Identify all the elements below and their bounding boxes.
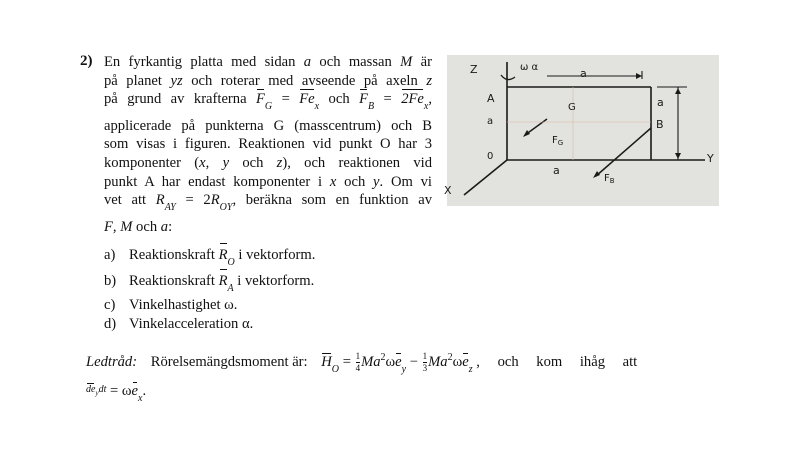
subquestion-a: a) Reaktionskraft $R_O$ i vektorform.	[104, 244, 315, 266]
statement-line-4: applicerade på punkterna G (masscentrum) och B	[104, 117, 432, 134]
label-x-axis: X	[444, 184, 452, 197]
label-origin-o: 0	[487, 151, 494, 162]
label-a-bottom: a	[553, 164, 560, 177]
dim-arrowhead-right-top	[675, 88, 681, 94]
label-force-fb: $F_B$	[604, 173, 615, 185]
x-axis	[464, 160, 507, 195]
statement-line-5: som visas i figuren. Reaktionen vid punkt O har 3	[104, 136, 432, 153]
label-z-axis: Z	[470, 63, 478, 76]
statement-line-9: F, M och a:	[104, 218, 173, 235]
label-a-right: a	[657, 96, 664, 109]
angular-momentum-formula: $H_O$ = $\frac{1}{4}$ $Ma^2\omega e_y$ − $\frac{1}{3}$ $Ma^2\omega e_z$	[321, 351, 473, 375]
statement-line-8: vet att $R_{AY} = 2R_{OY}$, beräkna som en funktion av	[104, 192, 432, 214]
subquestion-b: b) Reaktionskraft $R_A$ i vektorform.	[104, 270, 315, 292]
subquestion-c: c) Vinkelhastighet ω.	[104, 297, 238, 313]
derivative-fraction: $de_ydt$	[86, 384, 107, 398]
label-force-fg: $F_G$	[552, 135, 564, 147]
statement-line-7: punkt A har endast komponenter i x och y. Om vi	[104, 173, 432, 190]
fg-arrowhead	[523, 130, 530, 137]
label-point-g: G	[568, 102, 576, 113]
statement-line-2: på planet yz och roterar med avseende på axeln z	[104, 72, 432, 89]
derivative-formula: $de_ydt = \omega e_x$.	[86, 383, 147, 404]
label-a-top: a	[580, 67, 587, 80]
statement-line-6: komponenter (x, y och z), och reaktionen vid	[104, 154, 433, 171]
plate-figure	[444, 55, 719, 206]
problem-statement	[104, 53, 432, 236]
omega-arc	[501, 75, 515, 80]
hint-lead: Ledtråd:	[86, 354, 138, 370]
dim-arrowhead-top	[636, 73, 642, 79]
hint-text: Rörelsemängdsmoment är:	[150, 354, 308, 370]
label-omega-alpha: ω α	[520, 62, 539, 73]
fraction-quarter: $\frac{1}{4}$	[355, 351, 361, 374]
statement-line-3: på grund av krafterna $F_G = Fe_x$ och $F_B = 2Fe_x$,	[104, 91, 433, 113]
subquestion-list	[104, 244, 315, 334]
label-a-left: a	[487, 116, 494, 127]
label-y-axis: Y	[707, 152, 714, 165]
dim-arrowhead-right-bottom	[675, 153, 681, 159]
fraction-third: $\frac{1}{3}$	[422, 351, 428, 374]
label-point-b: B	[656, 118, 664, 131]
force-fb-arrow	[596, 128, 651, 176]
statement-line-1: En fyrkantig platta med sidan a och massan M är	[104, 54, 432, 70]
fb-arrowhead	[593, 171, 600, 178]
subquestion-d: d) Vinkelacceleration α.	[104, 316, 254, 332]
hint-line	[86, 352, 637, 375]
hint-tail: , och kom ihåg att	[476, 354, 638, 370]
label-point-a: A	[487, 92, 495, 105]
problem-number: 2)	[80, 53, 93, 69]
